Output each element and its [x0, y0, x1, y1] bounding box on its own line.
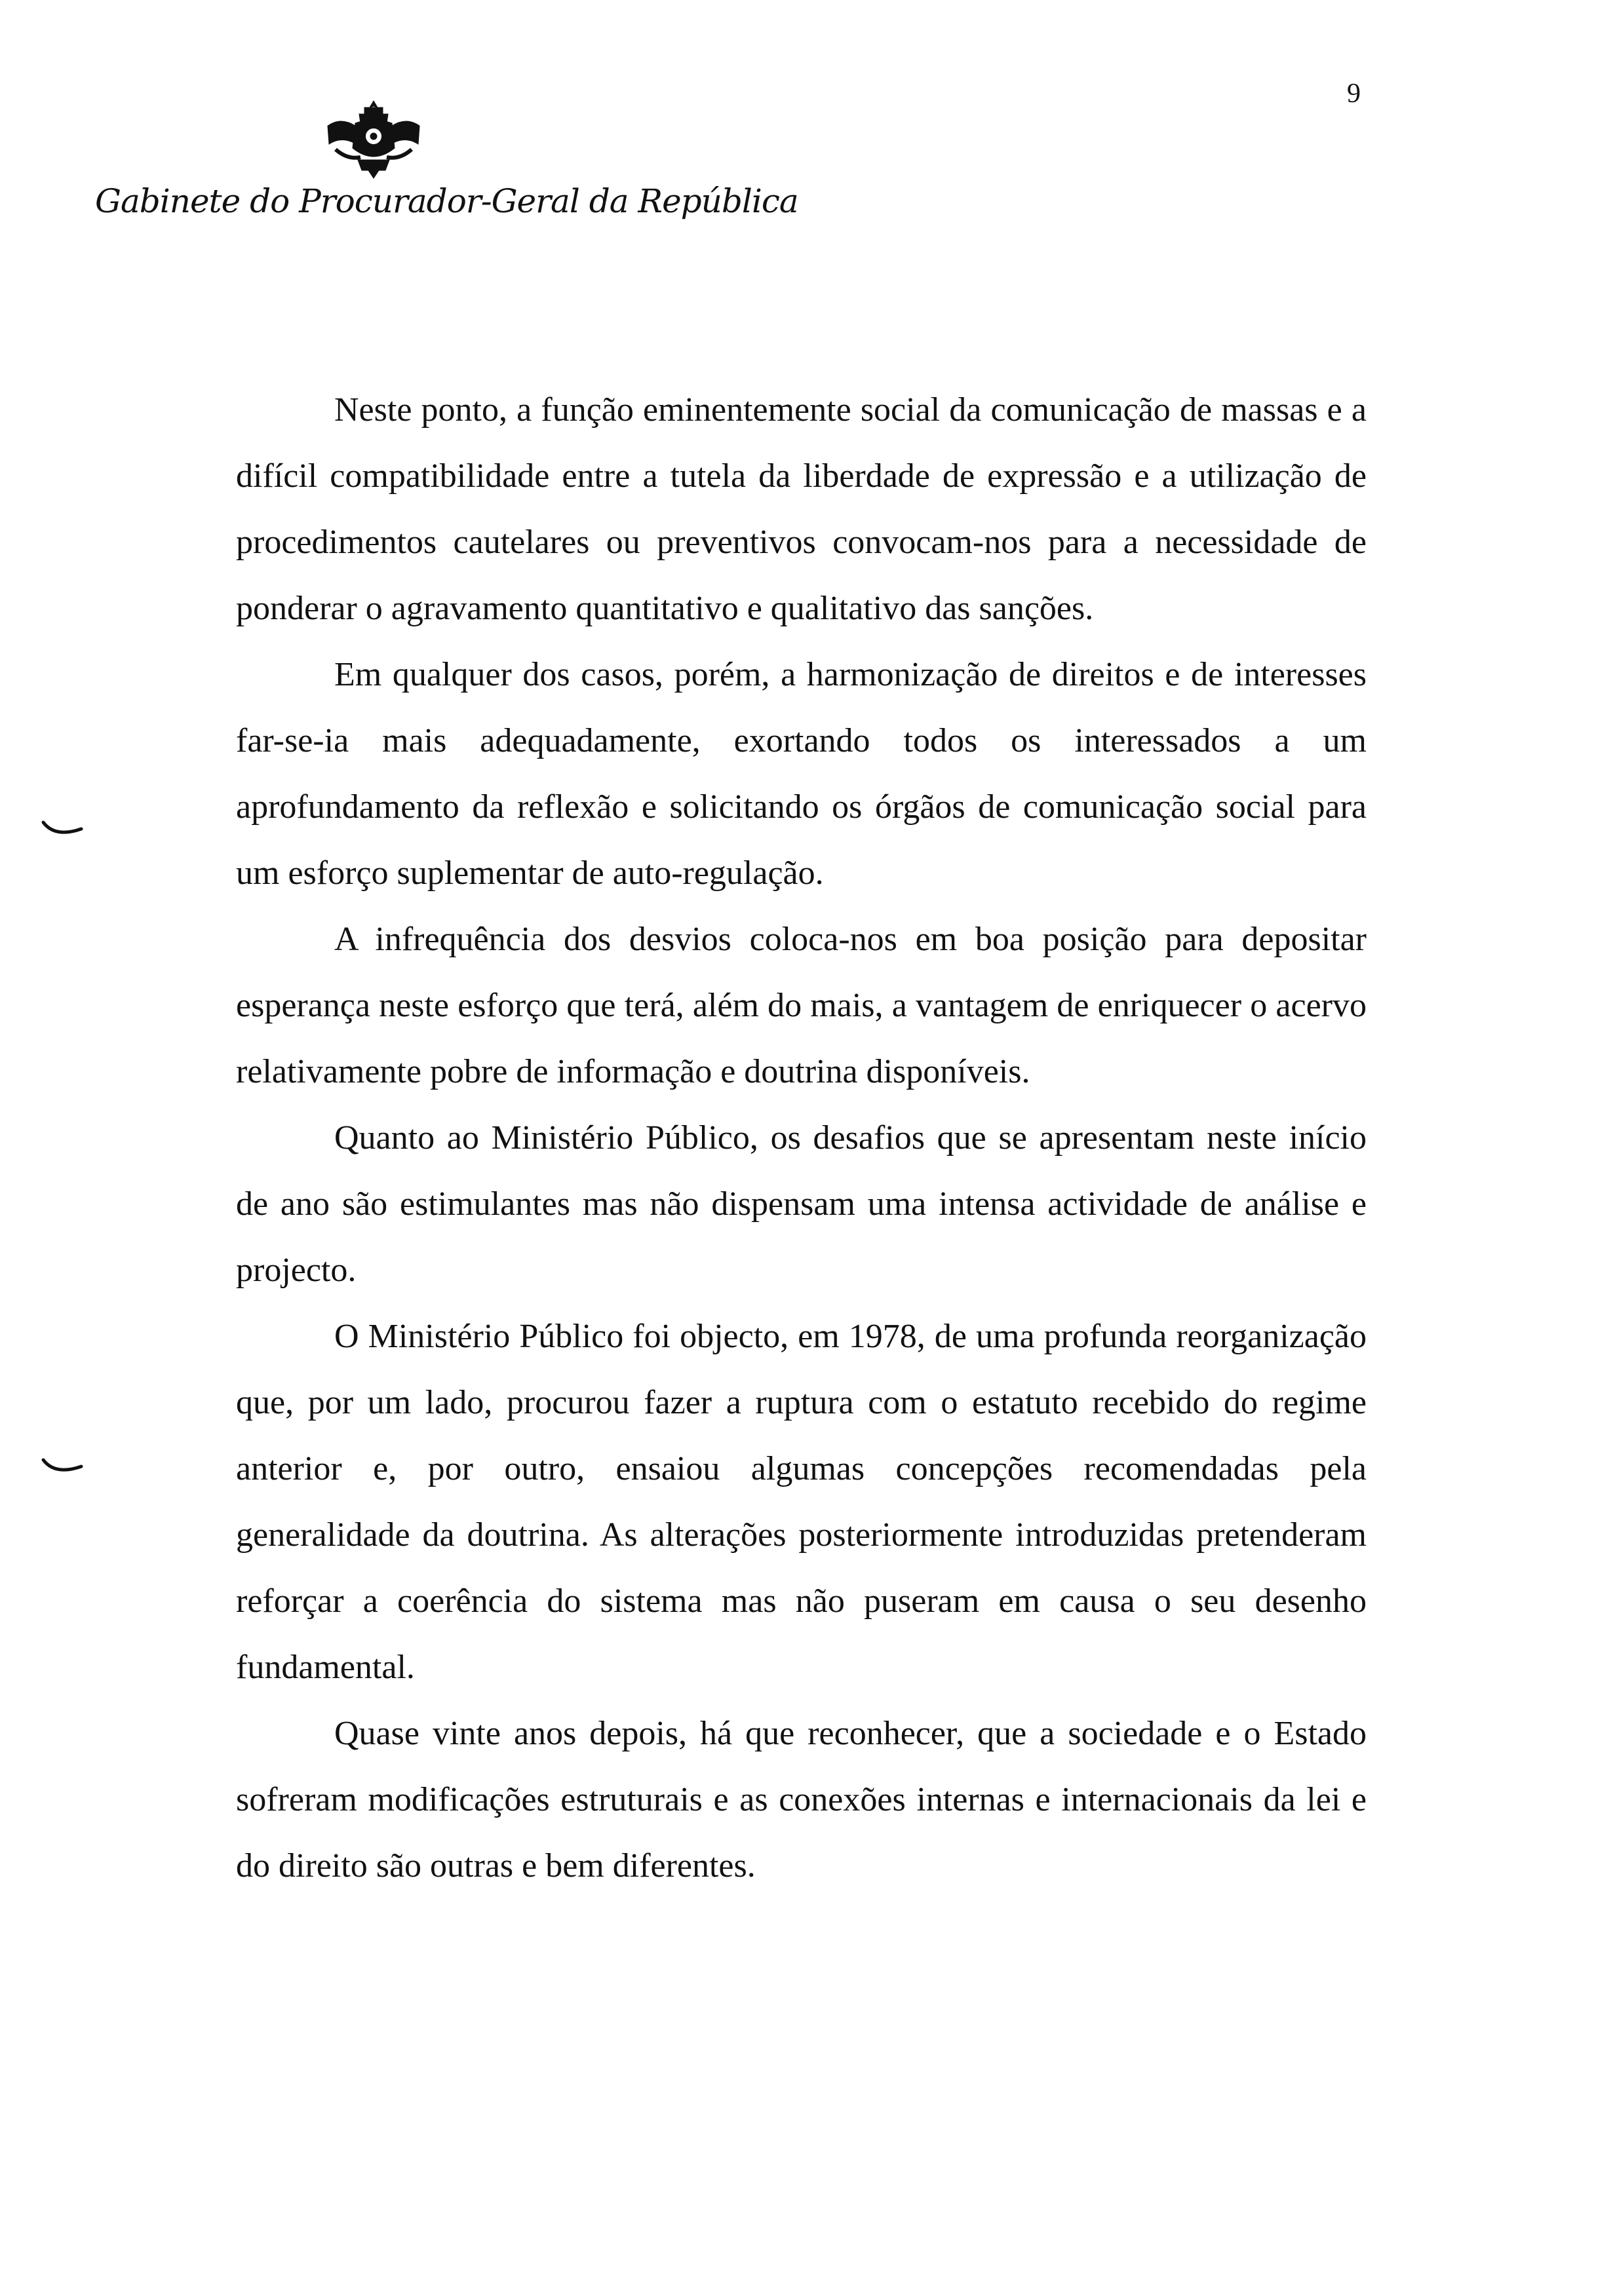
paragraph: A infrequência dos desvios coloca-nos em boa posição para depositar esperança neste esforço que terá, além do mais, a vantagem de enriquecer o acervo relativamente pobre de informação e doutrina disponíveis. [236, 921, 1367, 1090]
paragraph: Neste ponto, a função eminentemente social da comunicação de massas e a difícil compatibilidade entre a tutela da liberdade de expressão e a utilização de procedimentos cautelares ou preventivos convocam-nos para a necessidade de ponderar o agravamento quantitativo e qualitativo das sanções. [236, 391, 1367, 627]
margin-tick-icon [41, 1453, 87, 1480]
letterhead: Gabinete do Procurador-Geral da República [95, 182, 798, 220]
paragraph: Quase vinte anos depois, há que reconhecer, que a sociedade e o Estado sofreram modificações estruturais e as conexões internas e internacionais da lei e do direito são outras e bem diferentes. [236, 1715, 1367, 1885]
paragraph: O Ministério Público foi objecto, em 1978, de uma profunda reorganização que, por um lado, procurou fazer a ruptura com o estatuto recebido do regime anterior e, por outro, ensaiou algumas concepções recomendadas pela generalidade da doutrina. As alterações posteriormente introduzidas pretenderam reforçar a coerência do sistema mas não puseram em causa o seu desenho fundamental. [236, 1318, 1367, 1686]
coat-of-arms-icon [321, 97, 426, 182]
margin-tick-icon [41, 816, 87, 842]
page-number: 9 [1347, 79, 1361, 109]
paragraph: Em qualquer dos casos, porém, a harmonização de direitos e de interesses far-se-ia mais adequadamente, exortando todos os interessados a um aprofundamento da reflexão e solicitando os órgãos de comunicação social para um esforço suplementar de auto-regulação. [236, 656, 1367, 892]
body-text [236, 377, 1367, 1899]
paragraph: Quanto ao Ministério Público, os desafios que se apresentam neste início de ano são estimulantes mas não dispensam uma intensa actividade de análise e projecto. [236, 1119, 1367, 1289]
